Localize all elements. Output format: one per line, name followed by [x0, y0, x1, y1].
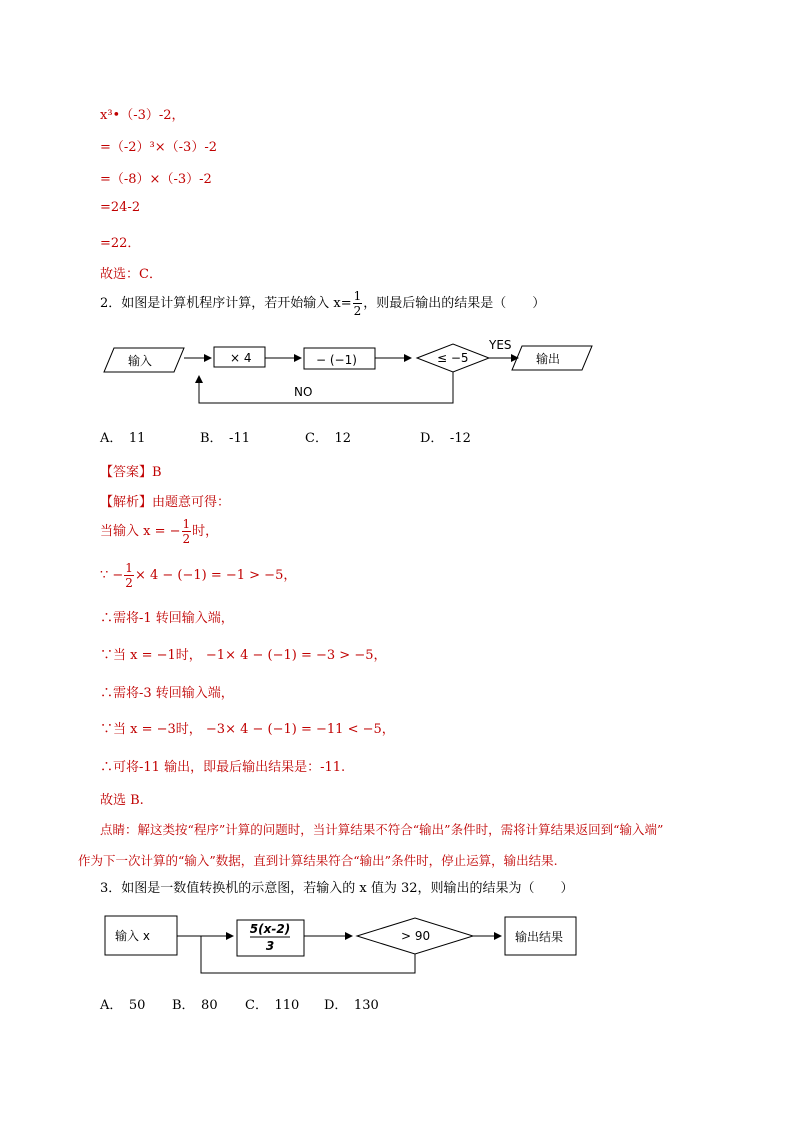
- q3-flowchart: [105, 916, 576, 973]
- q2-question-prefix: 2．如图是计算机程序计算，若开始输入 x=: [100, 296, 352, 311]
- prev-solution-line-5: =22．: [100, 236, 141, 251]
- q2-output-label: 输出: [536, 352, 561, 366]
- q3-option-b[interactable]: B． 80: [172, 998, 218, 1013]
- q3-formula-den: 3: [265, 939, 275, 953]
- q2-question-suffix: ，则最后输出的结果是（ ）: [363, 296, 546, 311]
- q2-loop-line: [199, 372, 453, 403]
- q2-step-1-fraction: [182, 518, 192, 545]
- q2-step-2-suffix: × 4 − (−1) = −1 > −5，: [134, 568, 297, 583]
- q2-analysis-title: 【解析】由题意可得：: [100, 495, 231, 510]
- q2-choose: 故选 B.: [100, 793, 144, 808]
- q3-option-c[interactable]: C． 110: [245, 998, 300, 1013]
- prev-solution-line-1: x³•（-3）-2，: [100, 108, 185, 123]
- q3-condition-label: > 90: [401, 929, 431, 943]
- q2-condition-label: ≤ −5: [437, 351, 469, 365]
- q2-note-line-1: 点睛：解这类按“程序”计算的问题时，当计算结果不符合“输出”条件时，需将计算结果返回到“输入端”: [100, 822, 664, 837]
- q2-step-3: ∴需将-1 转回输入端，: [100, 611, 234, 626]
- q2-step-7: ∴可将-11 输出，即最后输出结果是：-11.: [100, 760, 346, 775]
- q2-answer: 【答案】B: [100, 465, 162, 480]
- prev-solution-choose: 故选：C．: [100, 267, 162, 282]
- q2-step-1-num: 1: [182, 517, 191, 531]
- q2-no-label: NO: [294, 385, 313, 399]
- q2-step-2: [100, 562, 296, 589]
- q2-note-line-2: 作为下一次计算的“输入”数据，直到计算结果符合“输出”条件时，停止运算，输出结果.: [78, 853, 558, 868]
- q2-step-1: [100, 518, 218, 545]
- q3-formula-num: 5(x-2): [249, 922, 291, 936]
- q2-minus-label: − (−1): [316, 353, 357, 367]
- q3-loop-line: [201, 936, 415, 973]
- q2-step-1-suffix: 时，: [192, 524, 219, 539]
- q2-step-1-den: 2: [182, 532, 191, 546]
- q2-step-2-num: 1: [125, 561, 133, 575]
- prev-solution-line-4: =24-2: [100, 200, 141, 215]
- q2-step-5: ∴需将-3 转回输入端，: [100, 686, 234, 701]
- q2-step-2-prefix: ∵ −: [100, 568, 124, 583]
- q2-option-d[interactable]: D． -12: [420, 431, 471, 446]
- q2-step-4: ∵当 x = −1时， −1× 4 − (−1) = −3 > −5，: [100, 648, 387, 663]
- q2-fraction-num: 1: [353, 289, 362, 303]
- q2-step-6: ∵当 x = −3时， −3× 4 − (−1) = −11 < −5，: [100, 722, 395, 737]
- q2-step-2-den: 2: [125, 576, 133, 590]
- q3-input-label: 输入 x: [115, 929, 150, 943]
- prev-solution-line-3: =（-8）×（-3）-2: [100, 172, 212, 187]
- q3-output-label: 输出结果: [515, 930, 564, 944]
- q2-times4-label: × 4: [230, 351, 252, 365]
- q3-option-d[interactable]: D． 130: [324, 998, 379, 1013]
- q3-question: 3．如图是一数值转换机的示意图，若输入的 x 值为 32，则输出的结果为（ ）: [100, 881, 574, 896]
- q3-option-a[interactable]: A． 50: [100, 998, 146, 1013]
- prev-solution-line-2: =（-2）³×（-3）-2: [100, 140, 217, 155]
- q2-step-2-fraction: [124, 562, 134, 589]
- q2-fraction-den: 2: [353, 304, 362, 318]
- q2-input-label: 输入: [128, 354, 153, 368]
- q2-step-1-prefix: 当输入 x = −: [100, 524, 181, 539]
- q2-option-c[interactable]: C． 12: [305, 431, 351, 446]
- q2-option-a[interactable]: A． 11: [100, 431, 146, 446]
- q2-option-b[interactable]: B． -11: [200, 431, 250, 446]
- q2-yes-label: YES: [489, 338, 512, 352]
